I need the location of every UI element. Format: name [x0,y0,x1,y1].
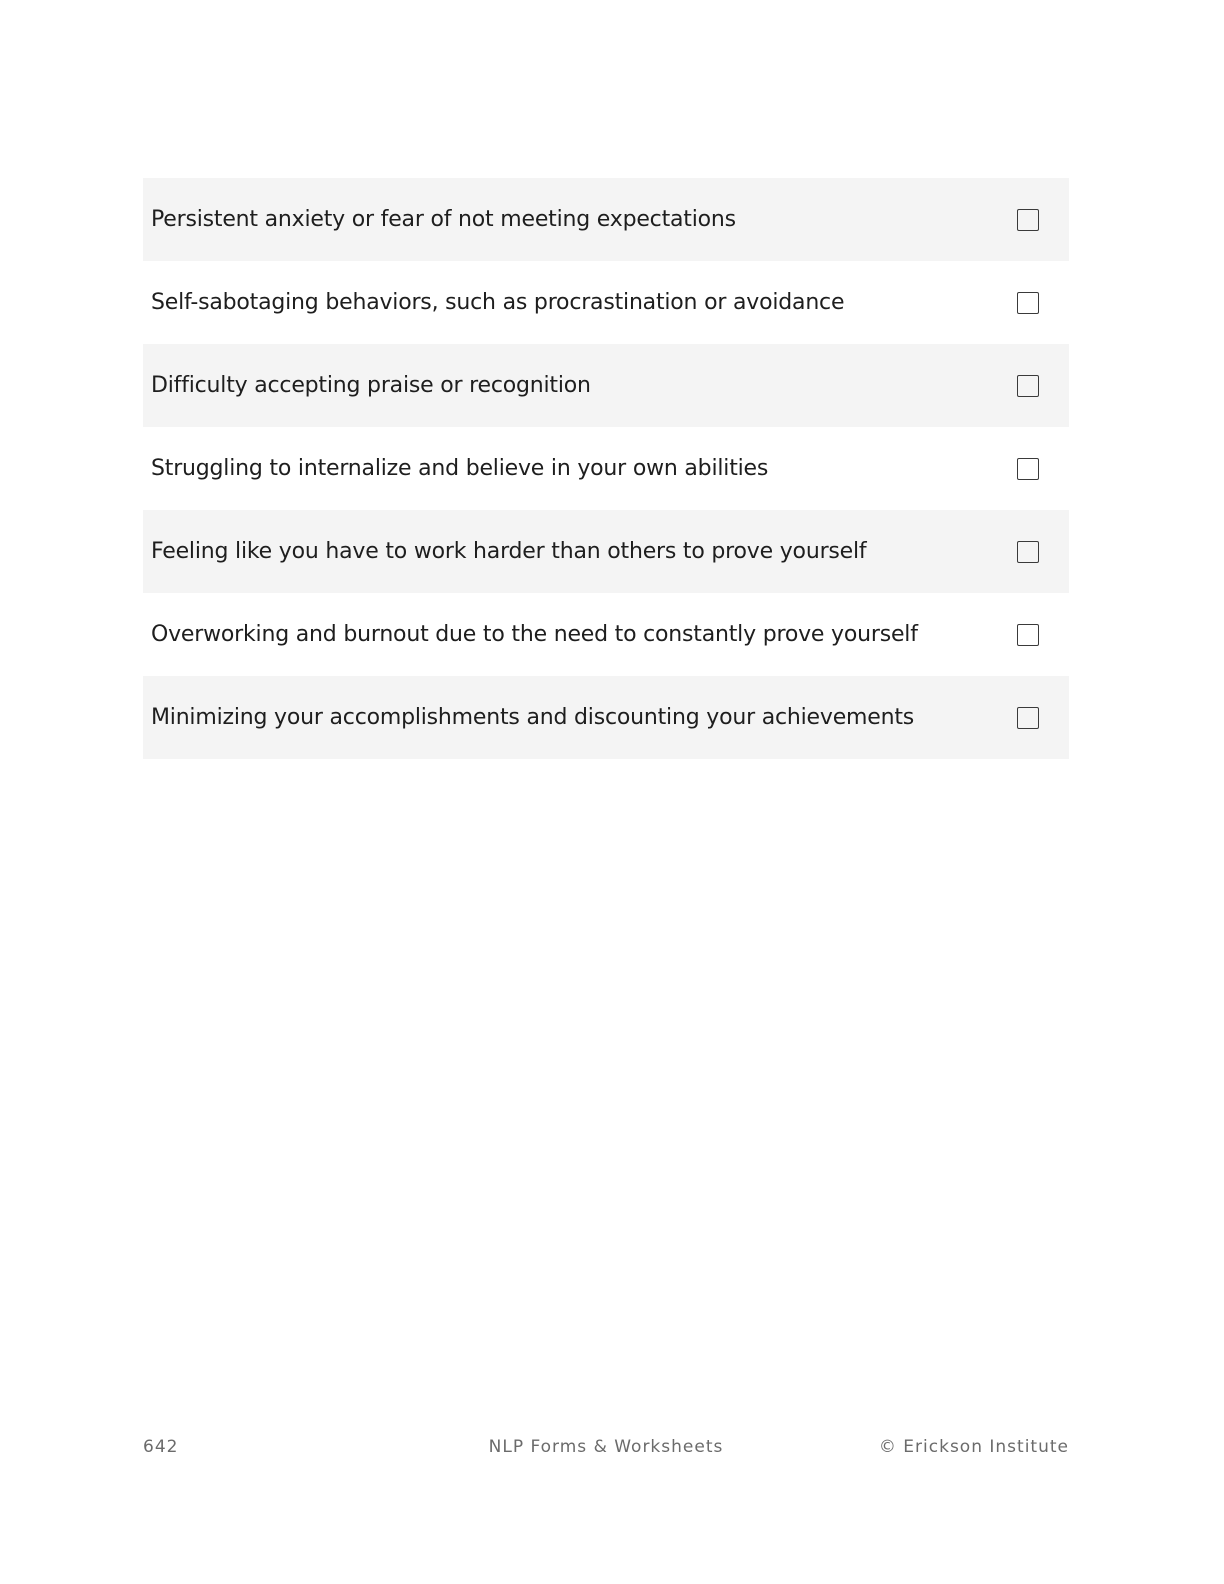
checklist-item-label: Overworking and burnout due to the need to constantly prove yourself [151,622,918,647]
checkbox[interactable] [1017,624,1039,646]
symptom-checklist [143,178,1069,759]
checklist-item-label: Persistent anxiety or fear of not meeting expectations [151,207,736,232]
checklist-row [143,261,1069,344]
checklist-item-label: Minimizing your accomplishments and discounting your achievements [151,705,915,730]
checkbox[interactable] [1017,209,1039,231]
copyright-notice: © Erickson Institute [878,1437,1069,1457]
checklist-row [143,593,1069,676]
page-number: 642 [143,1437,179,1457]
checklist-row [143,510,1069,593]
checklist-item-label: Struggling to internalize and believe in your own abilities [151,456,769,481]
checkbox[interactable] [1017,375,1039,397]
checkbox[interactable] [1017,707,1039,729]
checklist-row [143,676,1069,759]
checklist-item-label: Self-sabotaging behaviors, such as procrastination or avoidance [151,290,845,315]
checklist-row [143,427,1069,510]
book-title: NLP Forms & Worksheets [488,1437,724,1457]
checklist-item-label: Feeling like you have to work harder than others to prove yourself [151,539,867,564]
checklist-row [143,178,1069,261]
checklist-row [143,344,1069,427]
checkbox[interactable] [1017,541,1039,563]
checkbox[interactable] [1017,458,1039,480]
checklist-item-label: Difficulty accepting praise or recognition [151,373,591,398]
checkbox[interactable] [1017,292,1039,314]
page-footer [143,1437,1069,1461]
